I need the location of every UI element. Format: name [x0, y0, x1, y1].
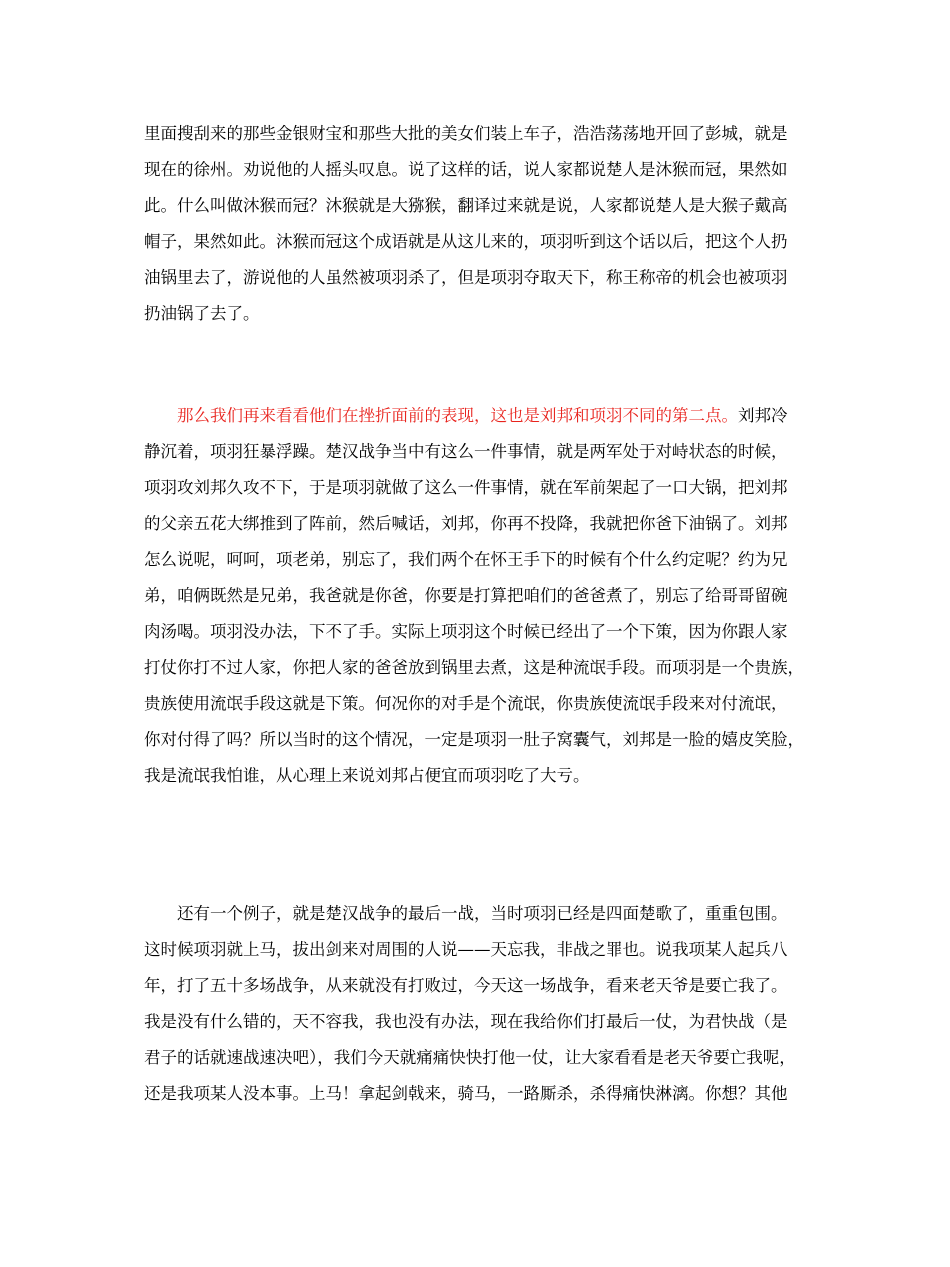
- paragraph-line: 还有一个例子，就是楚汉战争的最后一战，当时项羽已经是四面楚歌了，重重包围。: [144, 904, 788, 923]
- paragraph-line: 我是流氓我怕谁，从心理上来说刘邦占便宜而项羽吃了大亏。: [144, 766, 590, 785]
- paragraph-line: 现在的徐州。劝说他的人摇头叹息。说了这样的话，说人家都说楚人是沐猴而冠，果然如: [144, 160, 788, 179]
- paragraph-line: 我是没有什么错的，天不容我，我也没有办法，现在我给你们打最后一仗，为君快战（是: [144, 1012, 788, 1031]
- highlighted-sentence: 那么我们再来看看他们在挫折面前的表现，这也是刘邦和项羽不同的第二点。: [144, 406, 738, 425]
- paragraph-line: 此。什么叫做沐猴而冠？沐猴就是大猕猴，翻译过来就是说，人家都说楚人是大猴子戴高: [144, 196, 788, 215]
- paragraph-line: 里面搜刮来的那些金银财宝和那些大批的美女们装上车子，浩浩荡荡地开回了彭城，就是: [144, 124, 788, 143]
- paragraph-2: [144, 398, 808, 794]
- paragraph-line: 肉汤喝。项羽没办法，下不了手。实际上项羽这个时候已经出了一个下策，因为你跟人家: [144, 622, 788, 641]
- paragraph-line: 扔油锅了去了。: [144, 304, 260, 323]
- paragraph-line: 怎么说呢，呵呵，项老弟，别忘了，我们两个在怀王手下的时候有个什么约定呢？约为兄: [144, 550, 788, 569]
- paragraph-1: [144, 116, 808, 332]
- first-line-rest: 刘邦冷: [738, 406, 788, 425]
- paragraph-line: 年，打了五十多场战争，从来就没有打败过，今天这一场战争，看来老天爷是要亡我了。: [144, 976, 788, 995]
- paragraph-line: 打仗你打不过人家，你把人家的爸爸放到锅里去煮，这是种流氓手段。而项羽是一个贵族，: [144, 658, 804, 677]
- paragraph-line: 贵族使用流氓手段这就是下策。何况你的对手是个流氓，你贵族使流氓手段来对付流氓，: [144, 694, 788, 713]
- paragraph-line: 君子的话就速战速决吧），我们今天就痛痛快快打他一仗，让大家看看是老天爷要亡我呢，: [144, 1048, 796, 1067]
- paragraph-line: 静沉着，项羽狂暴浮躁。楚汉战争当中有这么一件事情，就是两军处于对峙状态的时候，: [144, 442, 788, 461]
- paragraph-line: 你对付得了吗？所以当时的这个情况，一定是项羽一肚子窝囊气，刘邦是一脸的嬉皮笑脸，: [144, 730, 804, 749]
- paragraph-line: 还是我项某人没本事。上马！拿起剑戟来，骑马，一路厮杀，杀得痛快淋漓。你想？其他: [144, 1084, 788, 1103]
- paragraph-line: 这时候项羽就上马，拔出剑来对周围的人说——天忘我，非战之罪也。说我项某人起兵八: [144, 940, 788, 959]
- paragraph-line: 弟，咱俩既然是兄弟，我爸就是你爸，你要是打算把咱们的爸爸煮了，别忘了给哥哥留碗: [144, 586, 788, 605]
- paragraph-3: [144, 896, 808, 1112]
- paragraph-line: 帽子，果然如此。沐猴而冠这个成语就是从这儿来的，项羽听到这个话以后，把这个人扔: [144, 232, 788, 251]
- paragraph-line: 油锅里去了，游说他的人虽然被项羽杀了，但是项羽夺取天下，称王称帝的机会也被项羽: [144, 268, 788, 287]
- paragraph-line: 的父亲五花大绑推到了阵前，然后喊话，刘邦，你再不投降，我就把你爸下油锅了。刘邦: [144, 514, 788, 533]
- paragraph-first-line: [144, 398, 808, 434]
- paragraph-line: 项羽攻刘邦久攻不下，于是项羽就做了这么一件事情，就在军前架起了一口大锅，把刘邦: [144, 478, 788, 497]
